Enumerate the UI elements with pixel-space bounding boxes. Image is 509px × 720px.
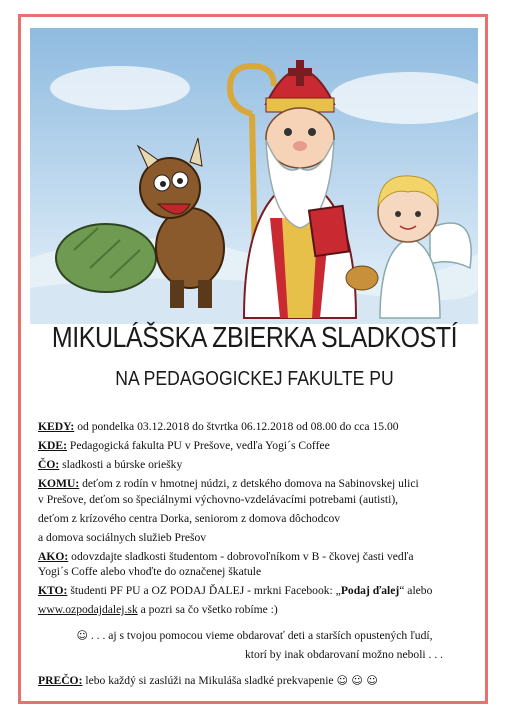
facebook-page-name: Podaj ďalej: [340, 584, 400, 597]
co-line: [38, 458, 182, 472]
ako-text-1: odovzdajte sladkosti študentom - dobrovoľníkom v B - čkovej časti vedľa: [68, 550, 414, 563]
komu-text-1: deťom z rodín v hmotnej núdzi, z detského domova na Sabinovskej ulici: [79, 477, 419, 490]
ako-label: AKO:: [38, 550, 69, 563]
kedy-line: [38, 420, 399, 434]
komu-line-2: v Prešove, deťom so špeciálnymi výchovno-vzdelávacími potrebami (autisti),: [38, 493, 399, 506]
co-label: ČO:: [38, 458, 60, 471]
ako-line-2: Yogi´s Coffe alebo vhoďte do označenej škatule: [38, 565, 262, 578]
preco-text: lebo každý si zaslúži na Mikuláša sladké prekvapenie: [82, 674, 337, 687]
kto-text-2: a pozri sa čo všetko robíme :): [137, 603, 278, 616]
ako-line-1: [38, 550, 414, 564]
preco-label: PREČO:: [38, 674, 83, 687]
message-line-1: [0, 629, 509, 643]
komu-line-4: a domova sociálnych služieb Prešov: [38, 531, 207, 544]
kedy-label: KEDY:: [38, 420, 75, 433]
smiley-icons: ☺ ☺ ☺: [336, 674, 378, 687]
komu-line-3: deťom z krízového centra Dorka, seniorom z domova dôchodcov: [38, 512, 341, 525]
page-title: MIKULÁŠSKA ZBIERKA SLADKOSTÍ: [51, 322, 458, 354]
saint-nicholas-illustration: [30, 28, 478, 324]
komu-line-1: [38, 477, 419, 491]
kto-label: KTO:: [38, 584, 68, 597]
kde-text: Pedagogická fakulta PU v Prešove, vedľa Yogi´s Coffee: [66, 439, 330, 452]
page-subtitle: NA PEDAGOGICKEJ FAKULTE PU: [115, 368, 394, 390]
kto-line-2: [38, 603, 278, 617]
kto-text-1c: “ alebo: [399, 584, 433, 597]
kde-line: [38, 439, 330, 453]
kde-label: KDE:: [38, 439, 67, 452]
sack-icon: [56, 224, 156, 292]
komu-label: KOMU:: [38, 477, 80, 490]
preco-line: [38, 674, 378, 688]
kto-text-1a: študenti PF PU a OZ PODAJ ĎALEJ - mrkni Facebook: „: [67, 584, 341, 597]
message-text-1: . . . aj s tvojou pomocou vieme obdarovať deti a starších opustených ľudí,: [87, 629, 433, 642]
smiley-icon: ☺: [76, 629, 88, 642]
co-text: sladkosti a búrske oriešky: [59, 458, 183, 471]
kedy-text: od pondelka 03.12.2018 do štvrtka 06.12.2018 od 08.00 do cca 15.00: [74, 420, 399, 433]
kto-line-1: [38, 584, 432, 598]
website-link[interactable]: www.ozpodajdalej.sk: [38, 603, 138, 616]
message-line-2: ktorí by inak obdarovaní možno neboli . . .: [245, 648, 444, 661]
